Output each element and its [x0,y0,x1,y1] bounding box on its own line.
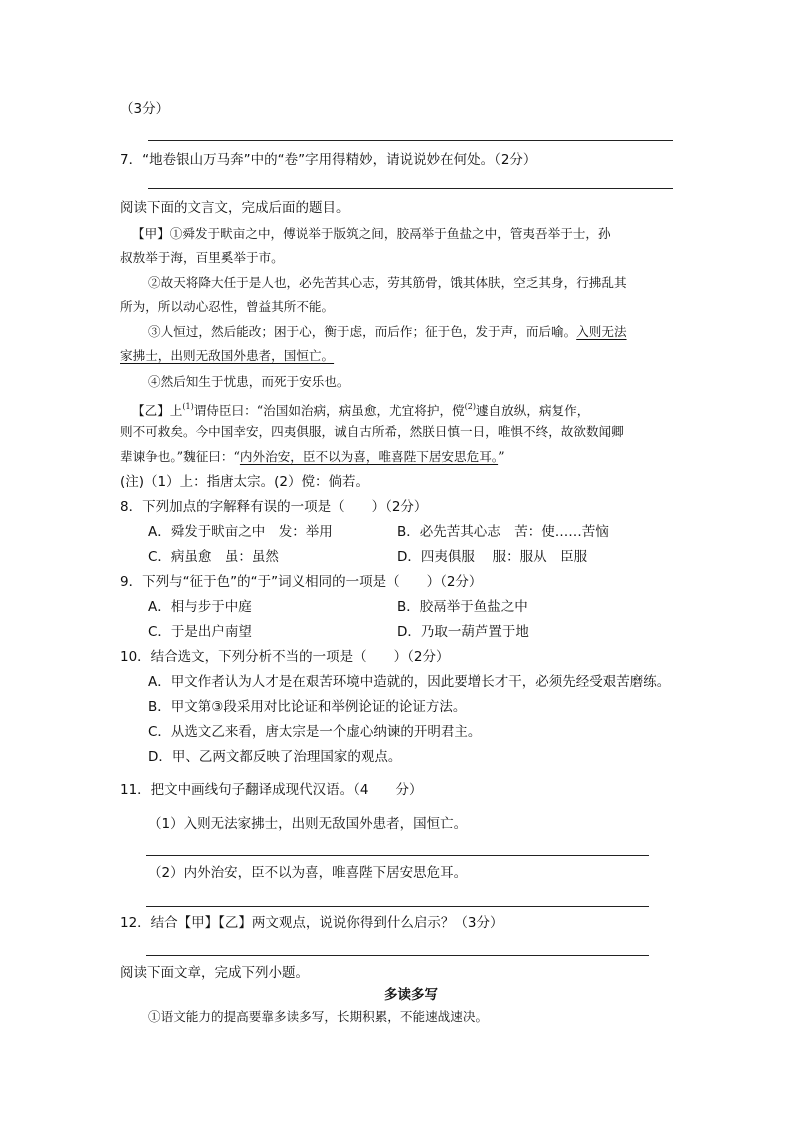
underlined-sentence-1a: 入则无法 [576,324,627,339]
article-paragraph-1: ①语文能力的提高要靠多读多写，长期积累，不能速战速决。 [148,1009,489,1024]
annotation-note: (注)（1）上：指唐太宗。(2）傥：倘若。 [120,474,369,490]
q10-option-b: B．甲文第③段采用对比论证和举例论证的论证方法。 [148,699,467,715]
article-title: 多读多写 [384,987,438,1003]
question-11-stem: 11．把文中画线句子翻译成现代汉语。（4 分） [120,782,423,798]
q9-option-b: B．胶鬲举于鱼盐之中 [397,599,528,615]
q8-option-d: D．四夷俱服 服：服从 臣服 [397,549,588,565]
jia-p2-line1: ②故天将降大任于是人也，必先苦其心志，劳其筋骨，饿其体肤，空乏其身，行拂乱其 [148,275,627,290]
reading-intro: 阅读下面文章，完成下列小题。 [120,965,309,981]
jia-p2-line2: 所为，所以动心忍性，曾益其所不能。 [120,299,335,314]
q10-option-d: D．甲、乙两文都反映了治理国家的观点。 [148,749,402,765]
q9-option-c: C．于是出户南望 [148,624,252,640]
q9-option-a: A．相与步于中庭 [148,599,252,615]
answer-line [146,855,649,856]
q8-option-c: C．病虽愈 虽：虽然 [148,549,279,565]
jia-p4: ④然后知生于忧患，而死于安乐也。 [148,374,350,389]
answer-line [148,188,673,189]
yi-line2: 则不可救矣。今中国幸安，四夷俱服，诚自古所希，然朕日慎一日，唯惧不终，故欲数闻卿 [120,424,624,439]
jia-p1-line2: 叔敖举于海，百里奚举于市。 [120,250,284,265]
score-top: （3分） [120,101,170,117]
answer-line [148,140,673,141]
question-9-stem: 9．下列与“征于色”的“于”词义相同的一项是（ ）（2分） [120,574,483,590]
classical-intro: 阅读下面的文言文，完成后面的题目。 [120,200,350,216]
yi-line3: 辈谏争也。”魏征曰：“内外治安，臣不以为喜，唯喜陛下居安思危耳。” [120,449,505,464]
answer-line [146,906,649,907]
question-8-stem: 8．下列加点的字解释有误的一项是（ ）（2分） [120,499,428,515]
q8-option-a: A．舜发于畎亩之中 发：举用 [148,524,333,540]
jia-p3-line1 [148,322,627,342]
underlined-sentence-2: 内外治安，臣不以为喜，唯喜陛下居安思危耳。 [239,449,499,464]
yi-line1: 【乙】上$^{(1)}$谓侍臣曰：“治国如治病，病虽愈，尤宜将护，傥$^{(2)}$遽自放纵，病复作， [132,402,590,418]
q11-sentence-2: （2）内外治安，臣不以为喜，唯喜陛下居安思危耳。 [148,865,468,881]
q11-sentence-1: （1）入则无法家拂士，出则无敌国外患者，国恒亡。 [148,816,468,832]
jia-p1-line1: 【甲】①舜发于畎亩之中，傅说举于版筑之间，胶鬲举于鱼盐之中，管夷吾举于士，孙 [132,226,611,241]
answer-line [146,955,649,956]
q10-option-c: C．从选文乙来看，唐太宗是一个虚心纳谏的开明君主。 [148,724,482,740]
question-12-stem: 12．结合【甲】【乙】两文观点，说说你得到什么启示？（3分） [120,915,504,931]
question-10-stem: 10．结合选文，下列分析不当的一项是（ ）（2分） [120,649,450,665]
question-7: 7．“地卷银山万马奔”中的“卷”字用得精妙，请说说妙在何处。（2分） [120,152,537,168]
jia-p3-text: ③人恒过，然后能改；困于心，衡于虑，而后作；征于色，发于声，而后喻。 [148,324,577,339]
q8-option-b: B．必先苦其心志 苦：使……苦恼 [397,524,609,540]
q9-option-d: D．乃取一葫芦置于地 [397,624,529,640]
jia-p3-line2: 家拂士，出则无敌国外患者，国恒亡。 [120,348,335,363]
q10-option-a: A．甲文作者认为人才是在艰苦环境中造就的，因此要增长才干，必须先经受艰苦磨练。 [148,674,671,690]
